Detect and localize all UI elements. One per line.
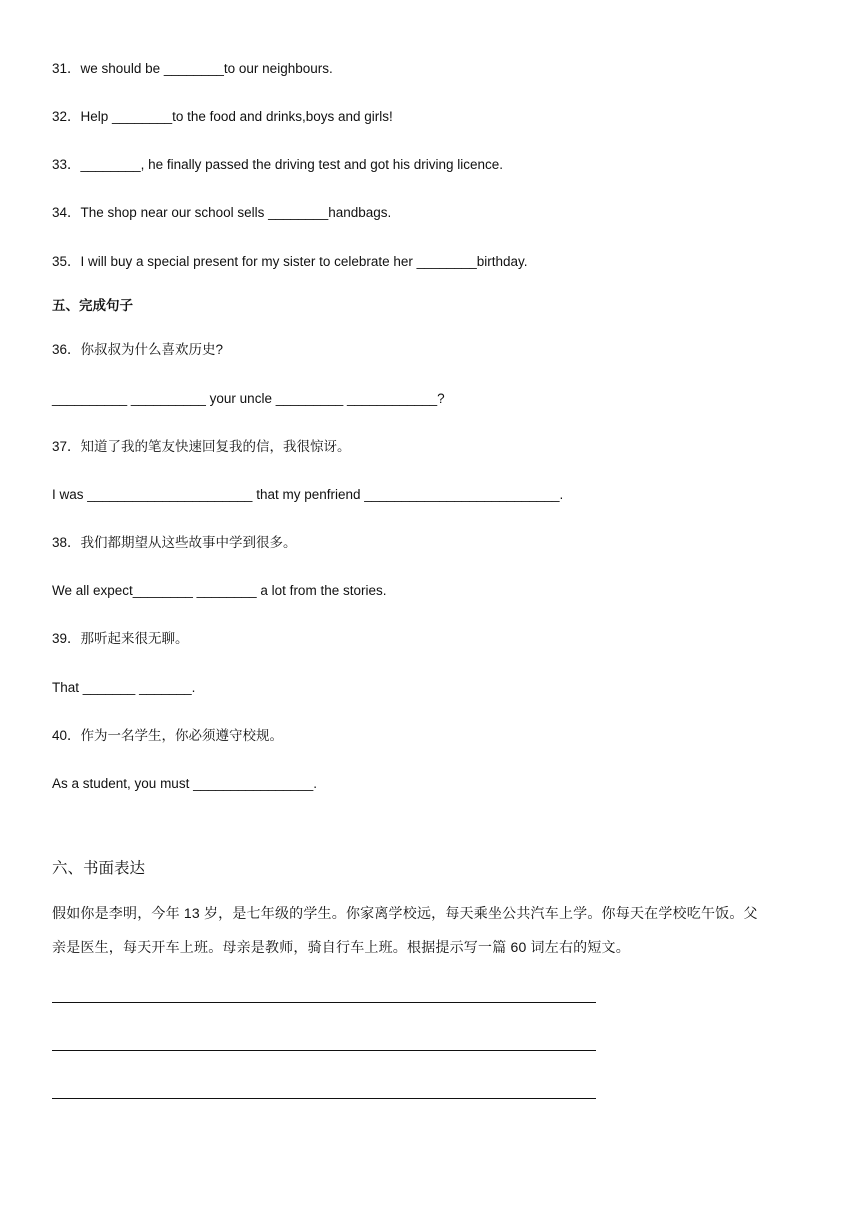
question-37-prompt xyxy=(52,437,351,457)
question-text: ________, he finally passed the driving test and got his driving licence. xyxy=(80,157,504,172)
writing-answer-line-2[interactable] xyxy=(52,1050,596,1051)
question-31 xyxy=(52,59,333,79)
section-6-title: 六、书面表达 xyxy=(52,860,146,877)
writing-prompt-line-1: 假如你是李明，今年 13 岁，是七年级的学生。你家离学校远，每天乘坐公共汽车上学。你每天在学校吃午饭。父 xyxy=(52,905,758,921)
question-text: I will buy a special present for my sister to celebrate her ________birthday. xyxy=(80,254,528,269)
question-39-prompt xyxy=(52,629,189,649)
question-number: 36． xyxy=(52,342,81,357)
question-number: 39． xyxy=(52,631,81,646)
writing-prompt xyxy=(52,896,808,964)
question-35 xyxy=(52,252,528,272)
writing-answer-line-3[interactable] xyxy=(52,1098,596,1099)
question-prompt: 那听起来很无聊。 xyxy=(80,631,189,646)
question-36-prompt xyxy=(52,340,223,360)
writing-answer-line-1[interactable] xyxy=(52,1002,596,1003)
question-38-answer: We all expect________ ________ a lot from the stories. xyxy=(52,583,387,598)
question-33 xyxy=(52,155,503,175)
question-32 xyxy=(52,107,393,127)
question-34 xyxy=(52,203,391,223)
writing-prompt-line-2: 亲是医生，每天开车上班。母亲是教师，骑自行车上班。根据提示写一篇 60 词左右的短文。 xyxy=(52,939,630,955)
question-number: 33． xyxy=(52,157,81,172)
question-text: we should be ________to our neighbours. xyxy=(80,61,333,76)
question-40-answer: As a student, you must ________________. xyxy=(52,776,317,791)
question-36-answer: __________ __________ your uncle _________ ____________? xyxy=(52,391,445,406)
question-number: 40． xyxy=(52,728,81,743)
question-number: 35． xyxy=(52,254,81,269)
question-37-answer: I was ______________________ that my penfriend __________________________. xyxy=(52,487,564,502)
section-5-title: 五、完成句子 xyxy=(52,298,133,313)
question-prompt: 我们都期望从这些故事中学到很多。 xyxy=(80,535,297,550)
question-number: 34． xyxy=(52,205,81,220)
question-prompt: 知道了我的笔友快速回复我的信，我很惊讶。 xyxy=(80,439,351,454)
question-39-answer: That _______ _______. xyxy=(52,680,196,695)
question-number: 32． xyxy=(52,109,81,124)
question-text: Help ________to the food and drinks,boys and girls! xyxy=(80,109,393,124)
question-number: 37． xyxy=(52,439,81,454)
question-prompt: 作为一名学生，你必须遵守校规。 xyxy=(80,728,284,743)
question-text: The shop near our school sells ________handbags. xyxy=(80,205,392,220)
question-prompt: 你叔叔为什么喜欢历史? xyxy=(80,342,224,357)
question-number: 31． xyxy=(52,61,81,76)
question-40-prompt xyxy=(52,726,283,746)
question-number: 38． xyxy=(52,535,81,550)
question-38-prompt xyxy=(52,533,297,553)
